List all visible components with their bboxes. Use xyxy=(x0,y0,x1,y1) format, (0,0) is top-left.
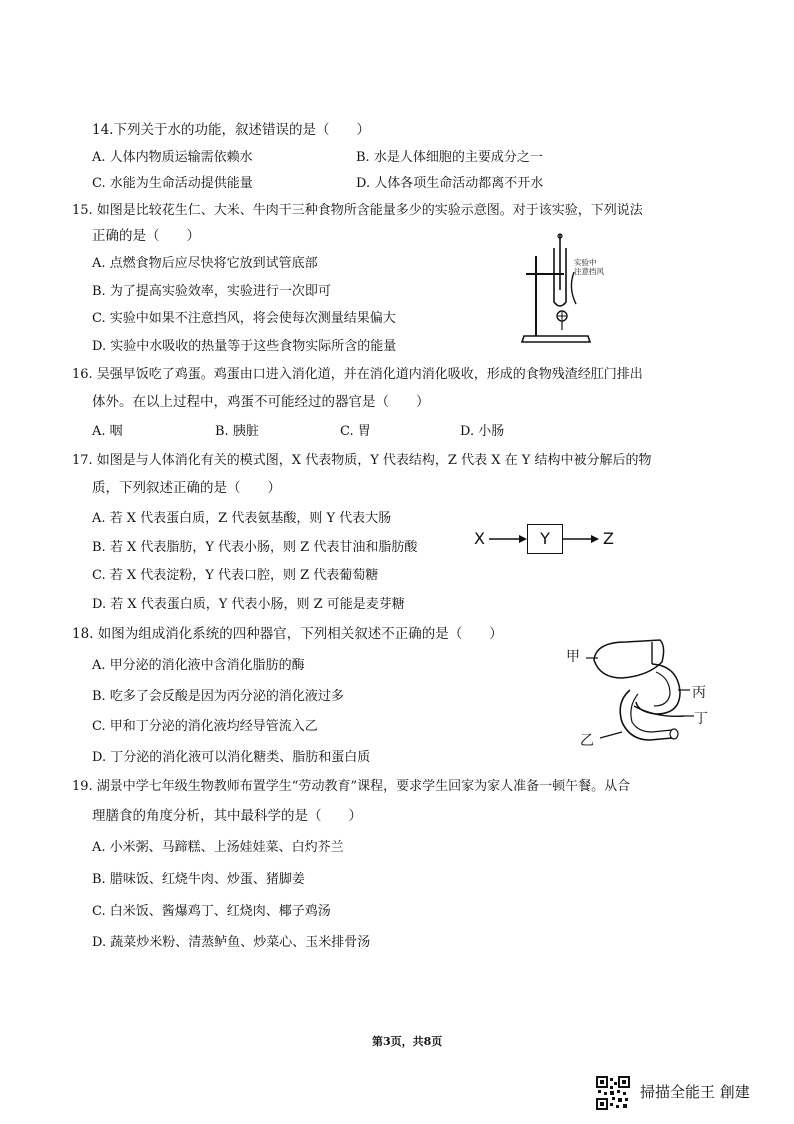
q19-option-b: B. 腊味饭、红烧牛肉、炒蛋、猪脚姜 xyxy=(92,872,305,887)
q14-option-a: A. 人体内物质运输需依赖水 xyxy=(92,150,253,165)
q14-option-d: D. 人体各项生命活动都离不开水 xyxy=(356,176,544,191)
q16-option-d: D. 小肠 xyxy=(460,424,505,439)
q18-label-bing: 丙 xyxy=(692,685,706,701)
q17-diagram-z-label: Z xyxy=(603,529,614,548)
q17-option-a: A. 若 X 代表蛋白质，Z 代表氨基酸，则 Y 代表大肠 xyxy=(92,511,392,526)
q16-stem-line1: 16. 吴强早饭吃了鸡蛋。鸡蛋由口进入消化道，并在消化道内消化吸收，形成的食物残渣经肛门排出 xyxy=(72,367,643,382)
q19-stem-line2: 理膳食的角度分析，其中最科学的是（ ） xyxy=(92,808,362,824)
q17-option-d: D. 若 X 代表蛋白质，Y 代表小肠，则 Z 可能是麦芽糖 xyxy=(92,597,405,612)
q18-label-yi: 乙 xyxy=(580,733,594,749)
q14-option-c: C. 水能为生命活动提供能量 xyxy=(92,176,253,191)
q17-arrow-x-to-y xyxy=(489,532,529,546)
q18-label-ding: 丁 xyxy=(694,711,708,727)
q16-option-a: A. 咽 xyxy=(92,424,123,439)
q18-option-a: A. 甲分泌的消化液中含消化脂肪的酶 xyxy=(92,658,305,673)
q18-option-b: B. 吃多了会反酸是因为丙分泌的消化液过多 xyxy=(92,689,344,704)
page-number: 第3页，共8页 xyxy=(372,1035,443,1048)
q16-option-b: B. 胰脏 xyxy=(215,424,259,439)
q18-option-c: C. 甲和丁分泌的消化液均经导管流入乙 xyxy=(92,719,318,734)
q18-digestive-organs-figure xyxy=(586,636,698,752)
q14-option-b: B. 水是人体细胞的主要成分之一 xyxy=(356,150,543,165)
q15-option-c: C. 实验中如果不注意挡风，将会使每次测量结果偏大 xyxy=(92,311,396,326)
q17-stem-line1: 17. 如图是与人体消化有关的模式图，X 代表物质，Y 代表结构，Z 代表 X 在 Y 结构中被分解后的物 xyxy=(72,453,652,468)
q15-figure-label-line2: 注意挡风 xyxy=(574,267,604,276)
q17-arrow-y-to-z xyxy=(563,532,603,546)
qr-code-icon xyxy=(596,1076,630,1110)
q18-label-jia: 甲 xyxy=(566,649,580,665)
q15-stem-line1: 15. 如图是比较花生仁、大米、牛肉干三种食物所含能量多少的实验示意图。对于该实验，下列说法 xyxy=(72,203,643,218)
q17-option-b: B. 若 X 代表脂肪，Y 代表小肠，则 Z 代表甘油和脂肪酸 xyxy=(92,540,418,555)
q15-figure-label xyxy=(574,258,604,276)
q15-option-b: B. 为了提高实验效率，实验进行一次即可 xyxy=(92,284,331,299)
q15-option-a: A. 点燃食物后应尽快将它放到试管底部 xyxy=(92,256,318,271)
q19-option-c: C. 白米饭、酱爆鸡丁、红烧肉、椰子鸡汤 xyxy=(92,904,331,919)
q15-option-d: D. 实验中水吸收的热量等于这些食物实际所含的能量 xyxy=(92,339,397,354)
q16-stem-line2: 体外。在以上过程中，鸡蛋不可能经过的器官是（ ） xyxy=(92,394,430,410)
q19-option-a: A. 小米粥、马蹄糕、上汤娃娃菜、白灼芥兰 xyxy=(92,840,344,855)
q16-option-c: C. 胃 xyxy=(340,424,371,439)
q18-option-d: D. 丁分泌的消化液可以消化糖类、脂肪和蛋白质 xyxy=(92,750,371,765)
scanner-watermark-text: 掃描全能王 創建 xyxy=(640,1083,750,1101)
q17-diagram-y-label: Y xyxy=(540,529,550,548)
q18-stem: 18. 如图为组成消化系统的四种器官，下列相关叙述不正确的是（ ） xyxy=(72,626,503,642)
q19-stem-line1: 19. 湖景中学七年级生物教师布置学生“劳动教育”课程，要求学生回家为家人准备一顿午餐。从合 xyxy=(72,779,631,794)
q17-diagram-x-label: X xyxy=(474,529,485,548)
q15-figure-label-line1: 实验中 xyxy=(574,258,597,267)
q17-option-c: C. 若 X 代表淀粉，Y 代表口腔，则 Z 代表葡萄糖 xyxy=(92,568,379,583)
q14-stem: 14.下列关于水的功能，叙述错误的是（ ） xyxy=(92,122,370,138)
q17-diagram-y-box xyxy=(527,524,563,554)
q15-apparatus-figure xyxy=(518,232,598,344)
q15-stem-line2: 正确的是（ ） xyxy=(92,228,200,244)
q19-option-d: D. 蔬菜炒米粉、清蒸鲈鱼、炒菜心、玉米排骨汤 xyxy=(92,935,371,950)
q17-stem-line2: 质，下列叙述正确的是（ ） xyxy=(92,480,281,496)
